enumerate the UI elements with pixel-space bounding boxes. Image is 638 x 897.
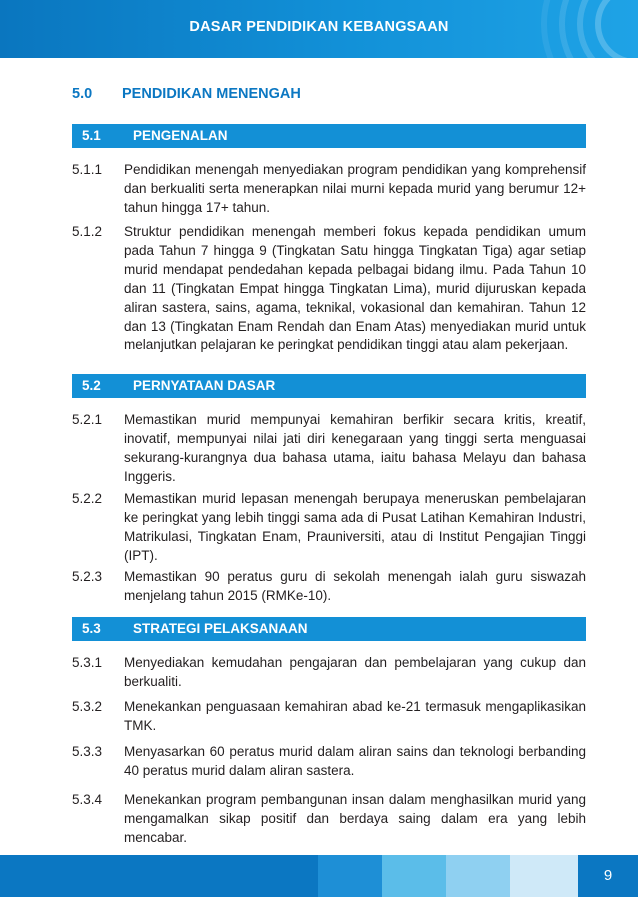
- list-item-5-1-1: [72, 161, 586, 218]
- item-number: 5.3.2: [72, 699, 103, 714]
- item-number: 5.2.2: [72, 491, 103, 506]
- page-footer: [0, 855, 638, 897]
- item-text: Menyasarkan 60 peratus murid dalam aliran sains dan teknologi berbanding 40 peratus murid dalam aliran sastera.: [124, 744, 586, 778]
- item-number: 5.1.2: [72, 224, 103, 239]
- chapter-number: 5.0: [72, 86, 93, 102]
- section-title: PERNYATAAN DASAR: [133, 378, 276, 393]
- item-text: Memastikan murid lepasan menengah berupaya meneruskan pembelajaran ke peringkat yang lebih tinggi sama ada di Pusat Latihan Kemahiran Industri, Matrikulasi, Tingkatan Enam, Prauniversiti, atau di Institut Pengajian Tinggi (IPT).: [124, 491, 586, 563]
- list-item-5-3-2: [72, 698, 586, 736]
- item-text: Menekankan penguasaan kemahiran abad ke-21 termasuk mengaplikasikan TMK.: [124, 699, 586, 733]
- item-number: 5.3.3: [72, 744, 103, 759]
- header-title: DASAR PENDIDIKAN KEBANGSAAN: [189, 19, 449, 35]
- section-bar-5-2: [72, 374, 586, 398]
- item-text: Struktur pendidikan menengah memberi fokus kepada pendidikan umum pada Tahun 7 hingga 9 (Tingkatan Satu hingga Tingkatan Tiga) agar setiap murid mendapat pendedahan kepada pelbagai bidang ilmu. Pada Tahun 10 dan 11 (Tingkatan Empat hingga Tingkatan Lima), murid dijuruskan kepada aliran sastera, sains, agama, teknikal, vokasional dan kemahiran. Tahun 12 dan 13 (Tingkatan Enam Rendah dan Enam Atas) menyediakan murid untuk melanjutkan pelajaran ke peringkat pendidikan tinggi atau alam pekerjaan.: [124, 224, 586, 353]
- section-number: 5.3: [82, 621, 101, 636]
- item-number: 5.3.1: [72, 655, 103, 670]
- list-item-5-1-2: [72, 223, 586, 355]
- footer-stripe: [382, 855, 446, 897]
- section-number: 5.1: [82, 128, 101, 143]
- section-bar-5-3: [72, 617, 586, 641]
- section-title: STRATEGI PELAKSANAAN: [133, 621, 308, 636]
- page-number: 9: [603, 867, 613, 884]
- section-bar-5-1: [72, 124, 586, 148]
- chapter-heading: [72, 86, 301, 102]
- item-text: Menekankan program pembangunan insan dalam menghasilkan murid yang mengamalkan sikap positif dan berdaya saing dalam era yang lebih mencabar.: [124, 792, 586, 845]
- list-item-5-2-2: [72, 490, 586, 566]
- footer-stripe: [510, 855, 578, 897]
- list-item-5-2-3: [72, 568, 586, 606]
- list-item-5-3-1: [72, 654, 586, 692]
- page-header: [0, 0, 638, 58]
- section-number: 5.2: [82, 378, 101, 393]
- section-title: PENGENALAN: [133, 128, 228, 143]
- footer-stripe: [446, 855, 510, 897]
- item-text: Memastikan murid mempunyai kemahiran berfikir secara kritis, kreatif, inovatif, mempunyai nilai jati diri kenegaraan yang tinggi serta menguasai sekurang-kurangnya dua bahasa utama, iaitu bahasa Melayu dan bahasa Inggeris.: [124, 412, 586, 484]
- item-text: Menyediakan kemudahan pengajaran dan pembelajaran yang cukup dan berkualiti.: [124, 655, 586, 689]
- item-number: 5.3.4: [72, 792, 103, 807]
- item-text: Pendidikan menengah menyediakan program pendidikan yang komprehensif dan berkualiti serta menerapkan nilai murni kepada murid yang berumur 12+ tahun hingga 17+ tahun.: [124, 162, 586, 215]
- chapter-title: PENDIDIKAN MENENGAH: [122, 86, 301, 102]
- item-number: 5.2.1: [72, 412, 103, 427]
- list-item-5-2-1: [72, 411, 586, 487]
- item-text: Memastikan 90 peratus guru di sekolah menengah ialah guru siswazah menjelang tahun 2015 (RMKe-10).: [124, 569, 586, 603]
- list-item-5-3-3: [72, 743, 586, 781]
- item-number: 5.2.3: [72, 569, 103, 584]
- item-number: 5.1.1: [72, 162, 103, 177]
- list-item-5-3-4: [72, 791, 586, 848]
- footer-stripe: [318, 855, 382, 897]
